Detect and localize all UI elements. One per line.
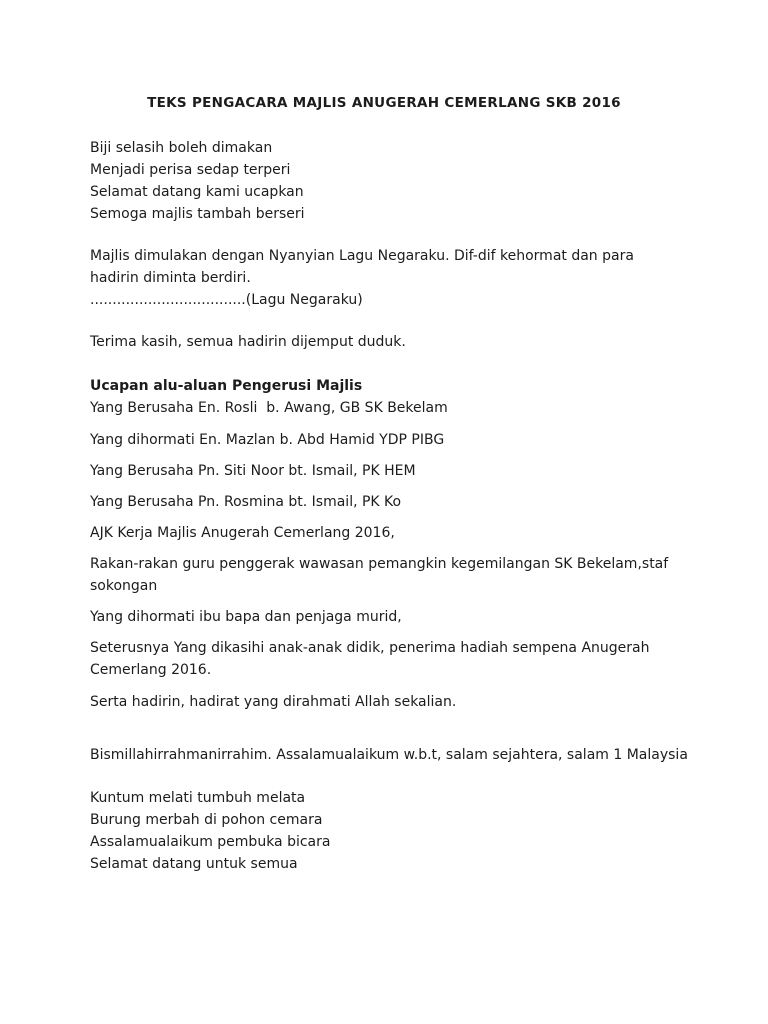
greeting-line: Serta hadirin, hadirat yang dirahmati Allah sekalian. — [90, 694, 457, 710]
thanks-paragraph — [90, 331, 690, 353]
pantun-line: Selamat datang untuk semua — [90, 856, 298, 872]
pantun-line: Selamat datang kami ucapkan — [90, 184, 304, 200]
pantun-line: Biji selasih boleh dimakan — [90, 140, 273, 156]
paragraph-line: Terima kasih, semua hadirin dijemput duduk. — [90, 334, 406, 350]
greeting-line: Cemerlang 2016. — [90, 662, 212, 678]
greeting-item — [90, 637, 690, 681]
greeting-line: AJK Kerja Majlis Anugerah Cemerlang 2016, — [90, 525, 395, 541]
greeting-line: Rakan-rakan guru penggerak wawasan pemangkin kegemilangan SK Bekelam,staf — [90, 556, 669, 572]
pantun-line: Burung merbah di pohon cemara — [90, 812, 323, 828]
pantun-line: Assalamualaikum pembuka bicara — [90, 834, 331, 850]
pantun-line: Kuntum melati tumbuh melata — [90, 790, 306, 806]
greeting-item — [90, 491, 690, 513]
greeting-line: Yang Berusaha En. Rosli b. Awang, GB SK Bekelam — [90, 400, 448, 416]
paragraph-line: Bismillahirrahmanirrahim. Assalamualaikum w.b.t, salam sejahtera, salam 1 Malaysia — [90, 747, 688, 763]
paragraph-line: hadirin diminta berdiri. — [90, 270, 251, 286]
greeting-item — [90, 429, 690, 451]
greeting-item — [90, 606, 690, 628]
greeting-item — [90, 460, 690, 482]
pantun-line: Semoga majlis tambah berseri — [90, 206, 305, 222]
greeting-item — [90, 522, 690, 544]
opening-pantun — [90, 137, 690, 225]
pantun-line: Menjadi perisa sedap terperi — [90, 162, 291, 178]
greeting-item — [90, 691, 690, 713]
greeting-line: Yang Berusaha Pn. Siti Noor bt. Ismail, PK HEM — [90, 463, 416, 479]
welcome-section — [90, 375, 690, 419]
salam-paragraph — [90, 744, 690, 766]
greeting-line: Seterusnya Yang dikasihi anak-anak didik, penerima hadiah sempena Anugerah — [90, 640, 650, 656]
anthem-line: ...................................(Lagu Negaraku) — [90, 292, 363, 308]
paragraph-line: Majlis dimulakan dengan Nyanyian Lagu Negaraku. Dif-dif kehormat dan para — [90, 248, 634, 264]
greeting-line: Yang dihormati En. Mazlan b. Abd Hamid YDP PIBG — [90, 432, 445, 448]
section-heading: Ucapan alu-aluan Pengerusi Majlis — [90, 378, 363, 394]
greeting-line: Yang dihormati ibu bapa dan penjaga murid, — [90, 609, 402, 625]
greeting-item — [90, 553, 690, 597]
greeting-line: sokongan — [90, 578, 158, 594]
greeting-line: Yang Berusaha Pn. Rosmina bt. Ismail, PK Ko — [90, 494, 402, 510]
anthem-paragraph — [90, 245, 690, 311]
document-title: TEKS PENGACARA MAJLIS ANUGERAH CEMERLANG SKB 2016 — [147, 95, 621, 111]
closing-pantun — [90, 787, 690, 875]
